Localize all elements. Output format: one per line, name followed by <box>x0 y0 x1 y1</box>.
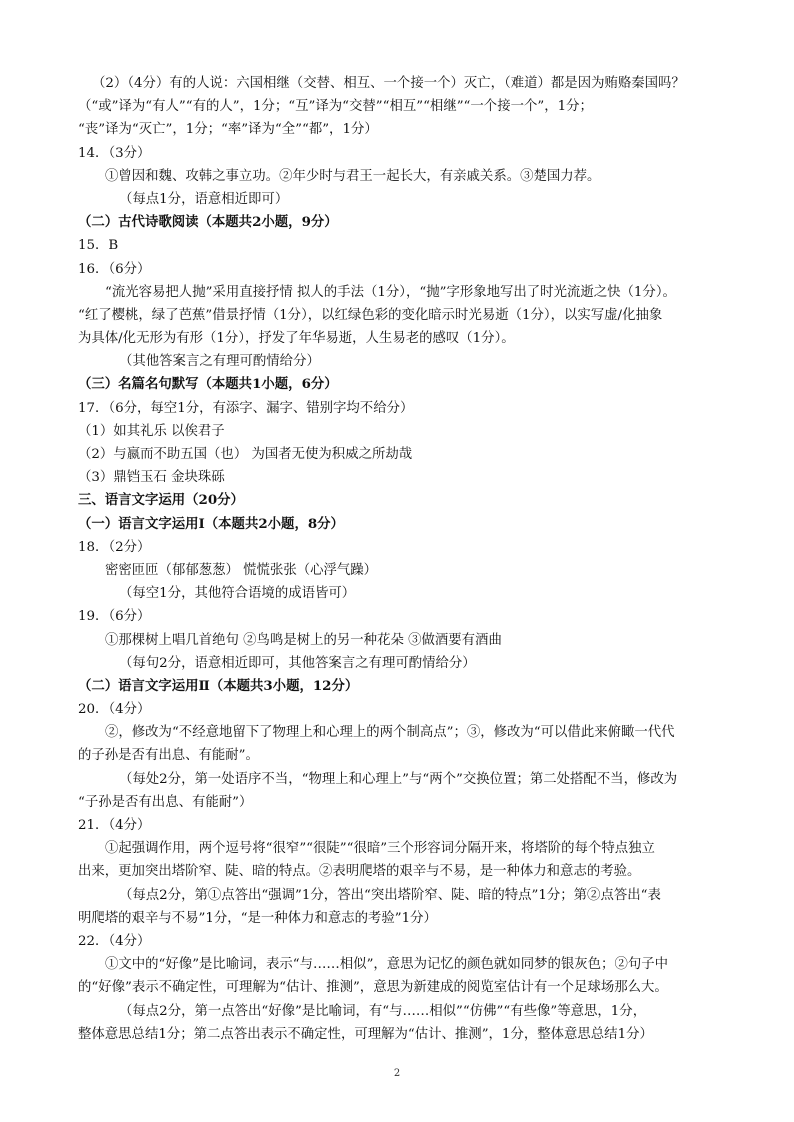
text-line: 15．B <box>78 238 119 254</box>
text-line: 16．（6分） <box>78 261 151 277</box>
text-line: 17．（6分，每空1分，有添字、漏字、错别字均不给分） <box>78 400 414 416</box>
text-line: （2）与嬴而不助五国（也） 为国者无使为积威之所劫哉 <box>78 447 413 462</box>
text-line: 21．（4分） <box>78 818 151 833</box>
text-line: （其他答案言之有理可酌情给分） <box>119 354 320 370</box>
text-line: “子孙是否有出息、有能耐”） <box>78 794 253 810</box>
text-line: 18．（2分） <box>78 539 151 555</box>
text-line: ②，修改为“不经意地留下了物理上和心理上的两个制高点”；③，修改为“可以借此来俯瞰一代代 <box>105 725 675 741</box>
text-line: ①曾因和魏、攻韩之事立功。②年少时与君王一起长大，有亲戚关系。③楚国力荐。 <box>105 168 601 184</box>
text-line: ①文中的“好像”是比喻词，表示“与……相似”，意思为记忆的颜色就如同梦的银灰色；②句子中 <box>105 957 669 973</box>
text-line: 的“好像”表示不确定性，可理解为“估计、推测”，意思为新建成的阅览室估计有一个足球场那么大。 <box>78 980 668 996</box>
text-line: 整体意思总结1分；第二点答出表示不确定性，可理解为“估计、推测”，1分，整体意思总结1分） <box>78 1026 653 1042</box>
text-line: 为具体/化无形为有形（1分），抒发了年华易逝，人生易老的感叹（1分）。 <box>78 331 515 347</box>
section-heading: （二）语言文字运用Ⅱ（本题共3小题，12分） <box>78 677 359 694</box>
answer-page <box>78 72 728 1046</box>
text-line: “丧”译为“灭亡”，1分；“率”译为“全”“都”，1分） <box>78 122 378 138</box>
section-heading: 三、语言文字运用（20分） <box>78 492 244 509</box>
text-line: 的子孙是否有出息、有能耐”。 <box>78 748 259 764</box>
text-line: “红了樱桃，绿了芭蕉”借景抒情（1分），以红绿色彩的变化暗示时光易逝（1分），以实写虚/化抽象 <box>78 307 663 323</box>
text-line: （每句2分，语意相近即可，其他答案言之有理可酌情给分） <box>119 655 476 671</box>
text-line: （3）鼎铛玉石 金块珠砾 <box>78 470 225 486</box>
text-line: 明爬塔的艰辛与不易”1分，“是一种体力和意志的考验”1分） <box>78 910 437 926</box>
text-line: （每点2分，第①点答出“强调”1分，答出“突出塔阶窄、陡、暗的特点”1分；第②点答出“表 <box>119 887 661 903</box>
text-line: （每空1分，其他符合语境的成语皆可） <box>119 586 356 602</box>
text-line: （1）如其礼乐 以俟君子 <box>78 423 225 439</box>
text-line: （每处2分，第一处语序不当，“物理上和心理上”与“两个”交换位置；第二处搭配不当，修改为 <box>119 771 678 787</box>
section-heading: （二）古代诗歌阅读（本题共2小题，9分） <box>78 214 338 231</box>
text-line: 出来，更加突出塔阶窄、陡、暗的特点。②表明爬塔的艰辛与不易，是一种体力和意志的考验。 <box>78 864 641 880</box>
text-line: （每点2分，第一点答出“好像”是比喻词，有“与……相似”“仿佛”“有些像”等意思，1分， <box>119 1003 647 1019</box>
text-line: “流光容易把人抛”采用直接抒情 拟人的手法（1分），“抛”字形象地写出了时光流逝之快（1分）。 <box>105 284 676 300</box>
text-line: （“或”译为“有人”“有的人”，1分；“互”译为“交替”“相互”“相继”“一个接一个”，1分； <box>78 99 593 115</box>
text-line: 14．（3分） <box>78 145 151 161</box>
text-line: 19．（6分） <box>78 609 151 625</box>
text-line: （每点1分，语意相近即可） <box>119 191 289 207</box>
text-line: 22．（4分） <box>78 933 151 949</box>
text-line: 密密匝匝（郁郁葱葱） 慌慌张张（心浮气躁） <box>105 562 378 578</box>
section-heading: （三）名篇名句默写（本题共1小题，6分） <box>78 376 338 393</box>
text-line: ①那棵树上唱几首绝句 ②鸟鸣是树上的另一种花朵 ③做酒要有酒曲 <box>105 632 502 648</box>
text-line: （2）（4分）有的人说：六国相继（交替、相互、一个接一个）灭亡，（难道）都是因为贿赂秦国吗？ <box>92 76 685 91</box>
text-line: ①起强调作用，两个逗号将“很窄”“很陡”“很暗”三个形容词分隔开来，将塔阶的每个特点独立 <box>105 841 655 857</box>
section-heading: （一）语言文字运用Ⅰ（本题共2小题，8分） <box>78 515 344 532</box>
page-number: 2 <box>393 1068 401 1079</box>
text-line: 20．（4分） <box>78 702 151 718</box>
